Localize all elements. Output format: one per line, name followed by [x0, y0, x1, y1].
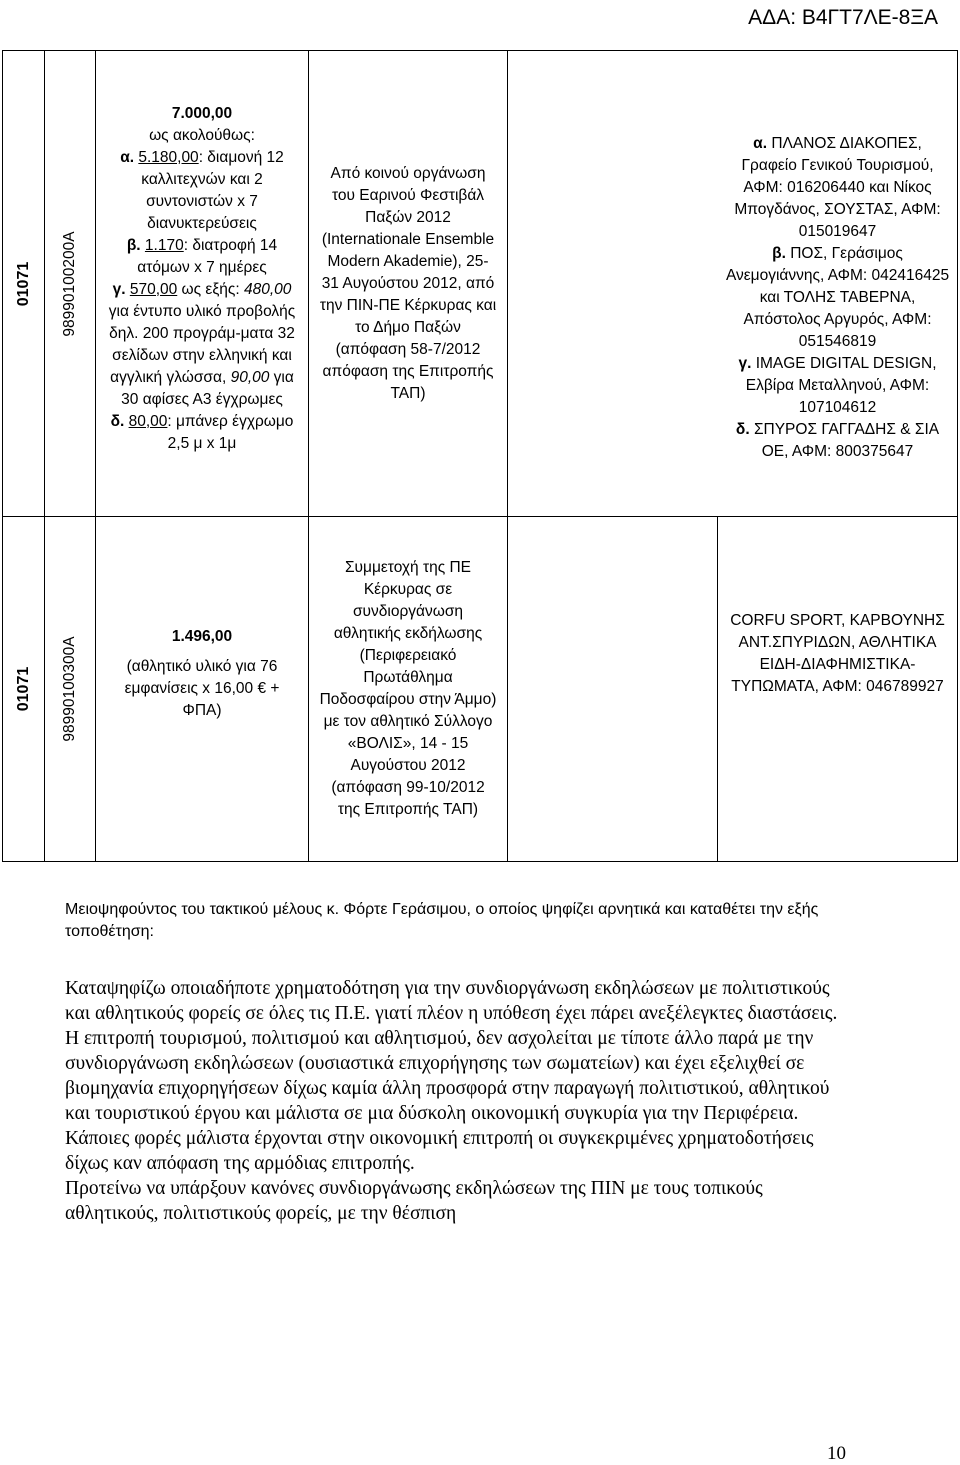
kae-cell [3, 517, 45, 862]
description-text: Συμμετοχή της ΠΕ Κέρκυρας σε συνδιοργάνωση αθλητικής εκδήλωσης (Περιφερειακό Πρωτάθλημα Ποδοσφαίρου στην Άμμο) με τον αθλητικό Σύλλογο «ΒΟΛΙΣ», 14 - 15 Αυγούστου 2012 (απόφαση 99-10/2012 της Επιτροπής ΤΑΠ) [319, 559, 497, 818]
item-c: γ. 570,00 ως εξής: 480,00 για έντυπο υλικό προβολής δηλ. 200 προγράμ-ματα 32 σελίδων στην ελληνική και αγγλική γλώσσα, 90,00 για 30 αφίσες Α3 έγχρωμες [108, 280, 296, 408]
statement-paragraph: Η επιτροπή τουρισμού, πολιτισμού και αθλητισμού, δεν ασχολείται με τίποτε άλλο παρά με την συνδιοργάνωση εκδηλώσεων (ουσιαστικά επιχορήγησης των σωματείων) και έχει εξελιχθεί σε βιομηχανία επιχορηγήσεων δίχως καμία άλλη προσφορά στην παραγωγή πολιτιστικού, αθλητικού και τουριστικού έργου και μάλιστα σε μια δύσκολη οικονομική συγκυρία για την Περιφέρεια. [65, 1028, 830, 1124]
statement-paragraph: Κάποιες φορές μάλιστα έρχονται στην οικονομική επιτροπή οι συγκεκριμένες χρηματοδοτήσεις δίχως καν απόφαση της αρμόδιας επιτροπής. [65, 1128, 814, 1174]
dissent-statement [65, 976, 855, 1226]
supplier-b: β. ΠΟΣ, Γεράσιμος Ανεμογιάννης, ΑΦΜ: 042416425 και ΤΟΛΗΣ ΤΑΒΕΡΝΑ, Απόστολος Αργυρός, ΑΦΜ: 051546819 [725, 244, 950, 350]
item-b: β. 1.170: διατροφή 14 ατόμων x 7 ημέρες [126, 236, 278, 276]
vote-note: Μειοψηφούντος του τακτικού μέλους κ. Φόρτε Γεράσιμου, ο οποίος ψηφίζει αρνητικά και καταθέτει την εξής τοποθέτηση: [65, 901, 819, 940]
description-cell [309, 517, 508, 862]
amount-total: 7.000,00 [171, 104, 233, 122]
kae-code: 01071 [14, 261, 32, 306]
supplier-d: δ. ΣΠΥΡΟΣ ΓΑΓΓΑΔΗΣ & ΣΙΑ ΟΕ, ΑΦΜ: 800375647 [735, 420, 940, 460]
statement-paragraph: Καταψηφίζω οποιαδήποτε χρηματοδότηση για την συνδιοργάνωση εκδηλώσεων με πολιτιστικούς και αθλητικούς φορείς σε όλες τις Π.Ε. γιατί πλέον η υπόθεση έχει πάρει ανεξέλεγκτες διαστάσεις. [65, 978, 838, 1024]
code-cell [45, 517, 96, 862]
supplier-a: α. ΠΛΑΝΟΣ ΔΙΑΚΟΠΕΣ, Γραφείο Γενικού Τουρισμού, ΑΦΜ: 016206440 και Νίκος Μπογδάνος, ΣΟΥΣΤΑΣ, ΑΦΜ: 015019647 [734, 134, 941, 240]
amount-cell [96, 517, 309, 862]
amount-cell [96, 51, 309, 517]
statement-paragraph: Προτείνω να υπάρξουν κανόνες συνδιοργάνωσης εκδηλώσεων της ΠΙΝ με τους τοπικούς αθλητικούς, πολιτιστικούς φορείς, με την θέσπιση [65, 1178, 763, 1224]
breakdown-intro: ως ακολούθως: [149, 126, 255, 144]
amount-note: (αθλητικό υλικό για 76 εμφανίσεις x 16,00 € + ΦΠΑ) [124, 658, 280, 719]
kae-code: 01071 [14, 666, 32, 712]
budget-code: 9899010020​0Α [61, 230, 78, 337]
supplier-text: CORFU SPORT, ΚΑΡΒΟΥΝΗΣ ΑΝΤ.ΣΠΥΡΙΔΩΝ, ΑΘΛΗΤΙΚΑ ΕΙΔΗ-ΔΙΑΦΗΜΙΣΤΙΚΑ-ΤΥΠΩΜΑΤΑ, ΑΦΜ: 046789927 [730, 612, 945, 695]
expenses-table [2, 50, 958, 862]
ada-code: ΑΔΑ: Β4ΓΤ7ΛΕ-8ΞΑ [748, 6, 938, 29]
table-row [3, 517, 958, 862]
description-text: Από κοινού οργάνωση του Εαρινού Φεστιβάλ Παξών 2012 (Internationale Ensemble Modern Akademie), 25-31 Αυγούστου 2012, από την ΠΙΝ-ΠΕ Κέρκυρας και το Δήμο Παξών (απόφαση 58-7/2012 απόφαση της Επιτροπής ΤΑΠ) [319, 164, 497, 402]
supplier-cell [718, 517, 958, 862]
table-row [3, 51, 958, 517]
item-a: α. 5.180,00: διαμονή 12 καλλιτεχνών και 2 συντονιστών x 7 διανυκτερεύσεις [120, 148, 284, 232]
supplier-c: γ. IMAGE DIGITAL DESIGN, Ελβίρα Μεταλληνού, ΑΦΜ: 107104612 [738, 354, 937, 416]
page-number: 10 [827, 1443, 846, 1464]
amount-total: 1.496,00 [171, 628, 233, 645]
item-d: δ. 80,00: μπάνερ έγχρωμο 2,5 μ x 1μ [110, 412, 294, 452]
description-cell [309, 51, 508, 517]
code-cell [45, 51, 96, 517]
empty-cell [508, 517, 718, 862]
budget-code: 9899010030​0Α [61, 636, 78, 742]
kae-cell [3, 51, 45, 517]
supplier-cell [508, 51, 958, 517]
